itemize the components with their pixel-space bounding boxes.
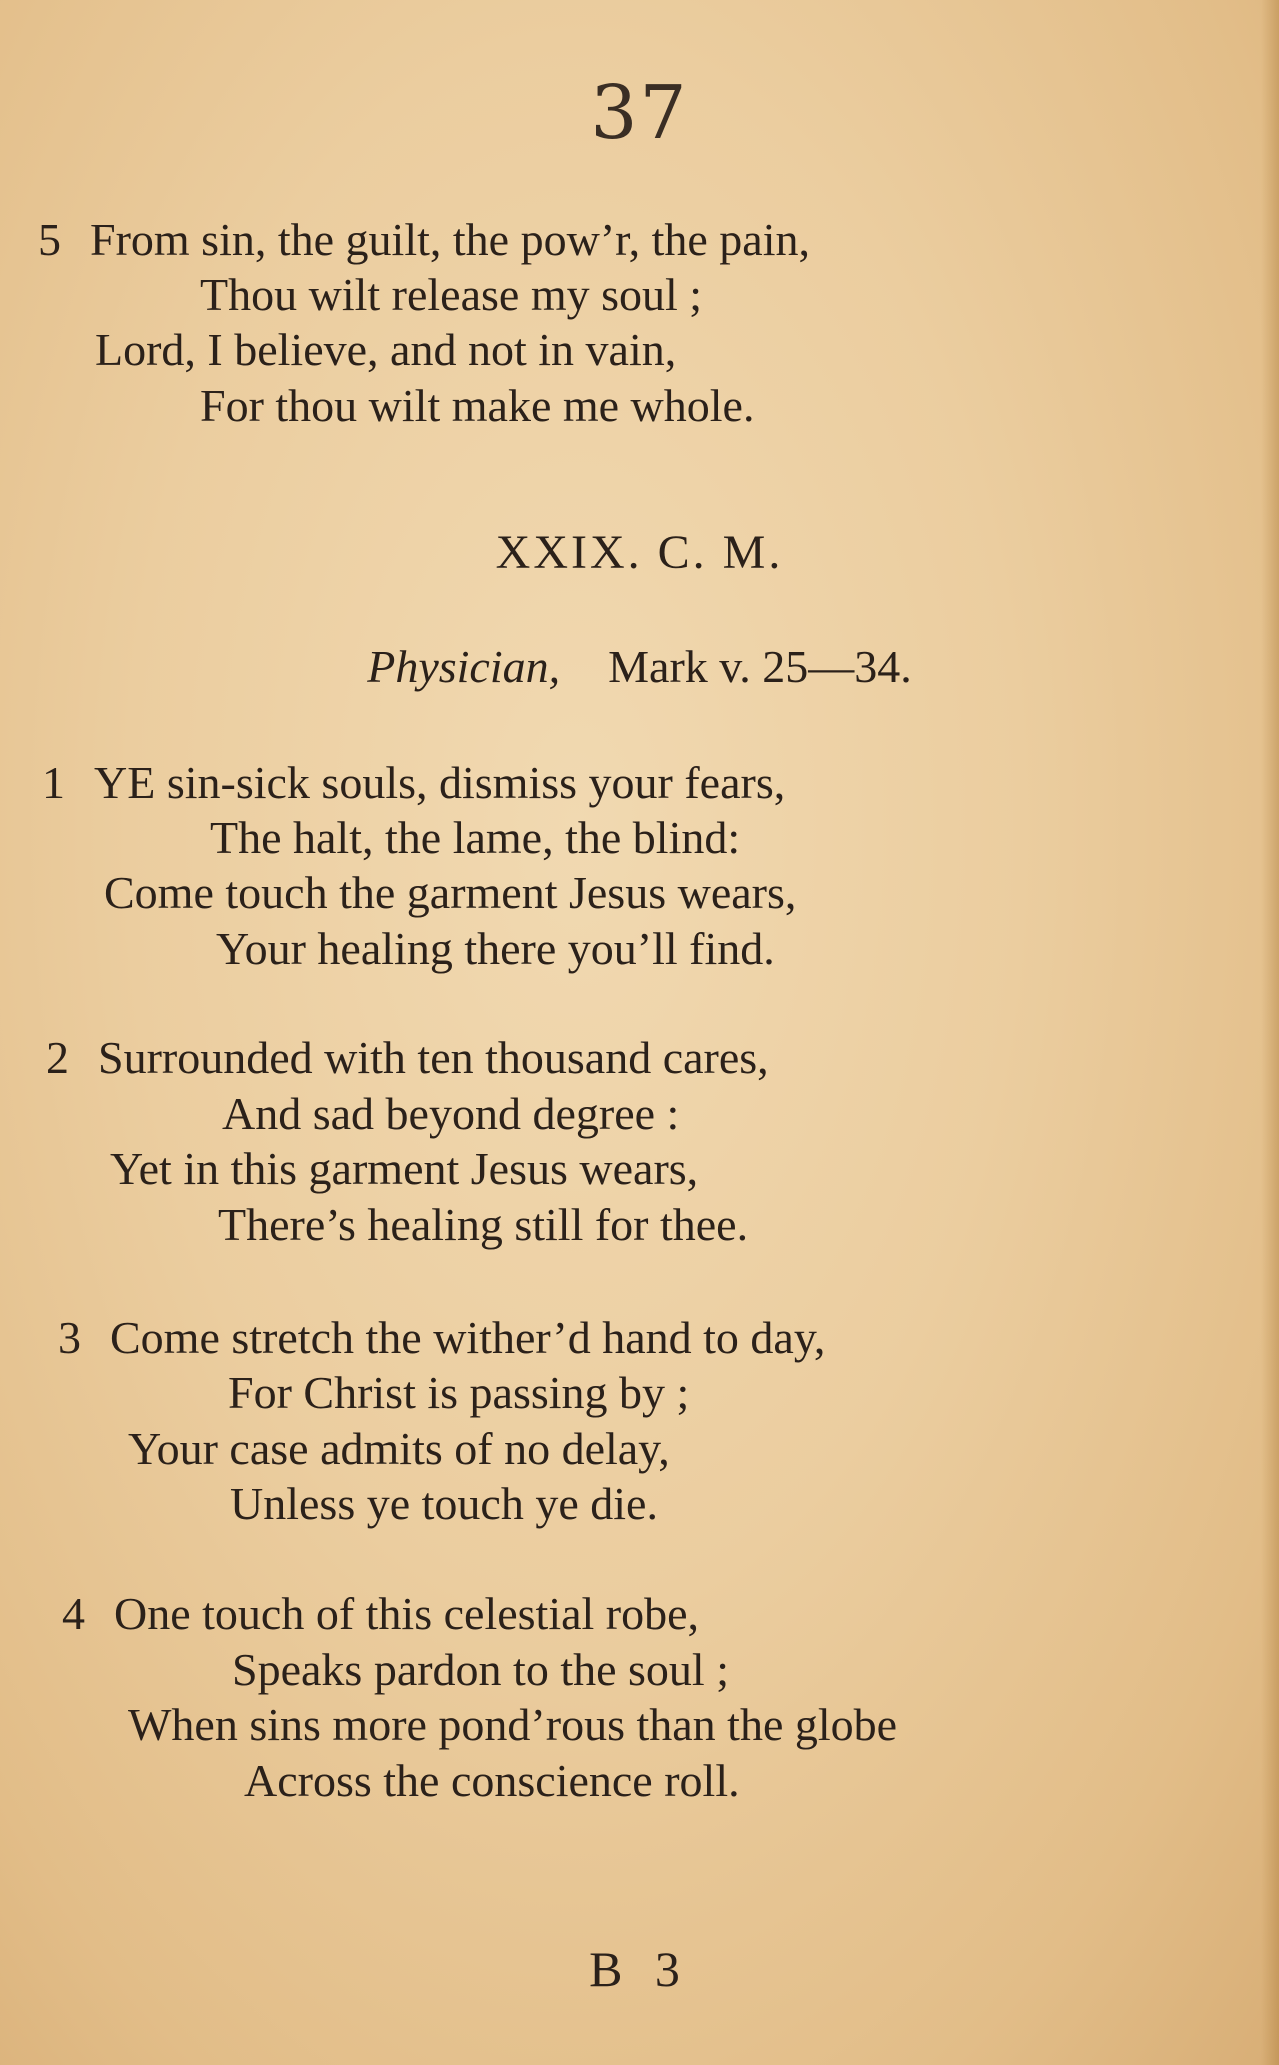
stanza-line: Across the conscience roll. xyxy=(244,1755,740,1806)
stanza-line: When sins more pond’rous than the globe xyxy=(128,1699,898,1750)
line-text: One touch of this celestial robe, xyxy=(114,1588,700,1639)
stanza-line: For Christ is passing by ; xyxy=(228,1367,690,1418)
stanza-line xyxy=(62,1586,699,1642)
stanza-line: Your case admits of no delay, xyxy=(128,1423,670,1474)
stanza-line xyxy=(42,755,785,811)
stanza-line xyxy=(58,1310,825,1366)
hymn-subtitle xyxy=(0,640,1279,693)
stanza-line: And sad beyond degree : xyxy=(222,1088,680,1139)
stanza-line: The halt, the lame, the blind: xyxy=(210,812,741,863)
stanza-line: Yet in this garment Jesus wears, xyxy=(110,1143,699,1194)
stanza-line xyxy=(38,212,810,268)
line-text: Come stretch the wither’d hand to day, xyxy=(110,1312,826,1363)
stanza-line: For thou wilt make me whole. xyxy=(200,380,755,431)
stanza-line: Your healing there you’ll find. xyxy=(216,923,775,974)
stanza-number: 2 xyxy=(46,1032,69,1083)
stanza-line: Come touch the garment Jesus wears, xyxy=(104,867,797,918)
stanza-number: 4 xyxy=(62,1588,85,1639)
line-text: YE sin-sick souls, dismiss your fears, xyxy=(94,757,786,808)
subtitle-topic: Physician, xyxy=(367,641,561,692)
page-number: 37 xyxy=(590,70,689,156)
subtitle-reference: Mark v. 25—34. xyxy=(608,641,912,692)
page-edge xyxy=(1261,0,1279,2065)
stanza-line xyxy=(46,1030,769,1086)
stanza-number: 1 xyxy=(42,757,65,808)
hymn-heading: XXIX. C. M. xyxy=(495,526,784,579)
signature-mark: B 3 xyxy=(589,1941,690,1997)
stanza-line: Lord, I believe, and not in vain, xyxy=(95,324,677,375)
stanza-line: Thou wilt release my soul ; xyxy=(200,269,703,320)
stanza-number: 5 xyxy=(38,214,61,265)
stanza-line: Unless ye touch ye die. xyxy=(230,1478,658,1529)
stanza-number: 3 xyxy=(58,1312,81,1363)
stanza-line: Speaks pardon to the soul ; xyxy=(232,1644,729,1695)
line-text: From sin, the guilt, the pow’r, the pain, xyxy=(90,214,811,265)
stanza-line: There’s healing still for thee. xyxy=(218,1199,749,1250)
line-text: Surrounded with ten thousand cares, xyxy=(98,1032,769,1083)
